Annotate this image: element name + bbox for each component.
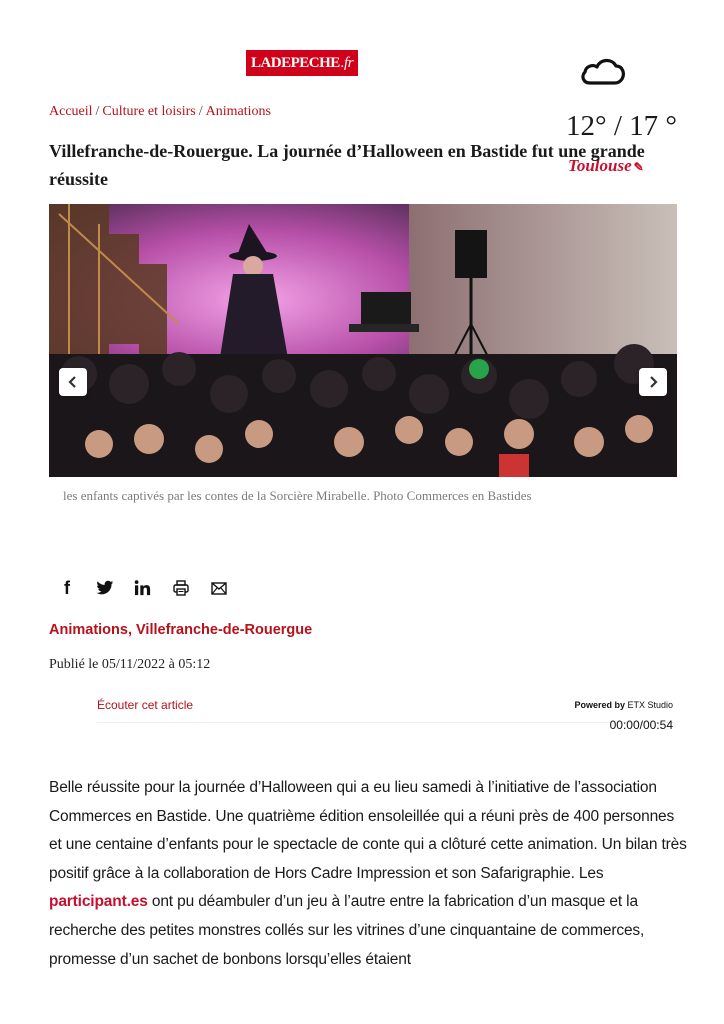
breadcrumb-separator: / bbox=[95, 104, 100, 119]
article-photo bbox=[49, 204, 677, 477]
carousel-prev-button[interactable] bbox=[59, 368, 87, 396]
chevron-right-icon bbox=[647, 375, 659, 389]
pencil-icon[interactable]: ✎ bbox=[633, 160, 644, 174]
twitter-share-button[interactable] bbox=[95, 578, 115, 598]
breadcrumb-separator: / bbox=[198, 104, 203, 119]
weather-temperature: 12° / 17 ° bbox=[566, 110, 678, 142]
print-icon bbox=[173, 580, 189, 596]
print-button[interactable] bbox=[171, 578, 191, 598]
twitter-icon bbox=[96, 580, 114, 596]
article-image-carousel bbox=[49, 204, 677, 477]
facebook-share-button[interactable] bbox=[57, 578, 77, 598]
linkedin-share-button[interactable] bbox=[133, 578, 153, 598]
logo-suffix: .fr bbox=[340, 54, 354, 71]
breadcrumb-item[interactable]: Culture et loisirs bbox=[102, 104, 196, 119]
breadcrumb bbox=[49, 104, 271, 120]
share-bar bbox=[57, 578, 229, 598]
article-body-text: Belle réussite pour la journée d’Halloween qui a eu lieu samedi à l’initiative de l’association Commerces en Bastide. Une quatrième édition ensoleillée qui a réuni près de 400 personnes et une centaine d’enfants pour le spectacle de conte qui a clôturé cette animation. Un bilan très positif grâce à la collaboration de Hors Cadre Impression et son Safarigraphie. Les bbox=[49, 779, 687, 882]
powered-by bbox=[560, 700, 673, 710]
article-tags[interactable]: Animations, Villefranche-de-Rouergue bbox=[49, 622, 313, 638]
facebook-icon: f bbox=[64, 577, 70, 598]
chevron-left-icon bbox=[67, 375, 79, 389]
mail-icon bbox=[211, 582, 227, 595]
breadcrumb-item[interactable]: Animations bbox=[205, 104, 271, 119]
weather-city-label: Toulouse bbox=[568, 156, 632, 175]
article-title: Villefranche-de-Rouergue. La journée d’Halloween en Bastide fut une grande réussite bbox=[49, 141, 645, 189]
article-body-link[interactable]: participant.es bbox=[49, 893, 148, 911]
breadcrumb-item[interactable]: Accueil bbox=[49, 104, 93, 119]
carousel-next-button[interactable] bbox=[639, 368, 667, 396]
cloud-icon bbox=[578, 54, 626, 88]
article-body bbox=[49, 774, 689, 974]
listen-article-button[interactable]: Écouter cet article bbox=[97, 698, 194, 712]
logo-text: LADEPECHE bbox=[250, 54, 340, 71]
mail-share-button[interactable] bbox=[209, 578, 229, 598]
article-body-text-continued: ont pu déambuler d’un jeu à l’autre entre la fabrication d’un masque et la recherche des petites monstres collés sur les vitrines d’une cinquantaine de commerces, promesse d’un sachet de bonbons lorsqu’elles étaient bbox=[49, 893, 645, 968]
powered-by-brand: ETX Studio bbox=[627, 700, 673, 710]
image-caption: les enfants captivés par les contes de la Sorcière Mirabelle. Photo Commerces en Bastides bbox=[63, 488, 532, 503]
published-date: Publié le 05/11/2022 à 05:12 bbox=[49, 657, 211, 672]
site-logo[interactable] bbox=[246, 50, 358, 76]
audio-time: 00:00/00:54 bbox=[609, 718, 673, 732]
linkedin-icon bbox=[134, 580, 152, 596]
powered-by-prefix: Powered by bbox=[574, 700, 625, 710]
